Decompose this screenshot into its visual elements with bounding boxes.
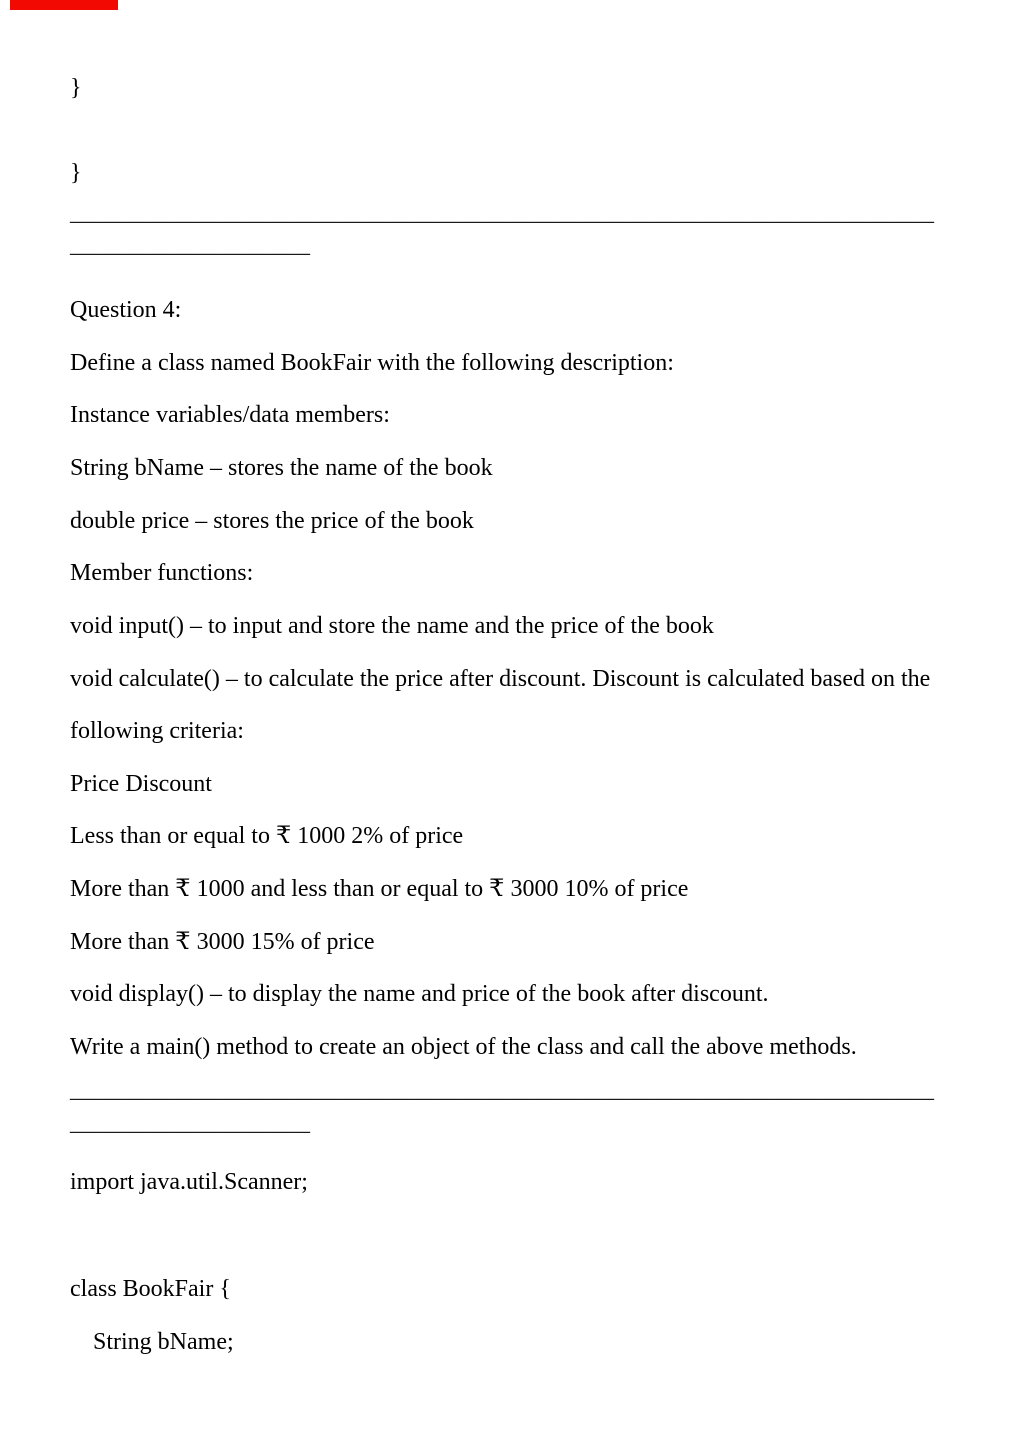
price-discount-heading: Price Discount [70,771,212,797]
discount-tier-1: Less than or equal to ₹ 1000 2% of price [70,823,464,849]
fn-input-desc: void input() – to input and store the name and the price of the book [70,613,714,639]
separator-line-short-2: ____________________ [70,1110,310,1136]
fn-display-desc: void display() – to display the name and price of the book after discount. [70,981,769,1007]
var-price-desc: double price – stores the price of the book [70,508,474,534]
code-field-bname: String bName; [93,1329,234,1355]
separator-line-long-2: ________________________________________________________________________ [70,1077,934,1103]
discount-tier-2: More than ₹ 1000 and less than or equal to ₹ 3000 10% of price [70,876,689,902]
discount-tier-3: More than ₹ 3000 15% of price [70,929,375,955]
write-main-instruction: Write a main() method to create an object of the class and call the above methods. [70,1034,857,1060]
fn-calculate-desc-cont: following criteria: [70,718,244,744]
question-label: Question 4: [70,297,182,323]
separator-line-short: ____________________ [70,232,310,258]
separator-line-long: ________________________________________________________________________ [70,200,934,226]
code-class-declaration: class BookFair { [70,1276,231,1302]
instance-vars-heading: Instance variables/data members: [70,402,390,428]
member-functions-heading: Member functions: [70,560,254,586]
fn-calculate-desc: void calculate() – to calculate the price after discount. Discount is calculated based on the [70,666,931,692]
question-intro: Define a class named BookFair with the following description: [70,350,674,376]
progress-bar [10,0,118,10]
code-import-statement: import java.util.Scanner; [70,1169,308,1195]
code-closing-brace-2: } [70,160,82,186]
var-bname-desc: String bName – stores the name of the book [70,455,493,481]
code-closing-brace-1: } [70,75,82,101]
